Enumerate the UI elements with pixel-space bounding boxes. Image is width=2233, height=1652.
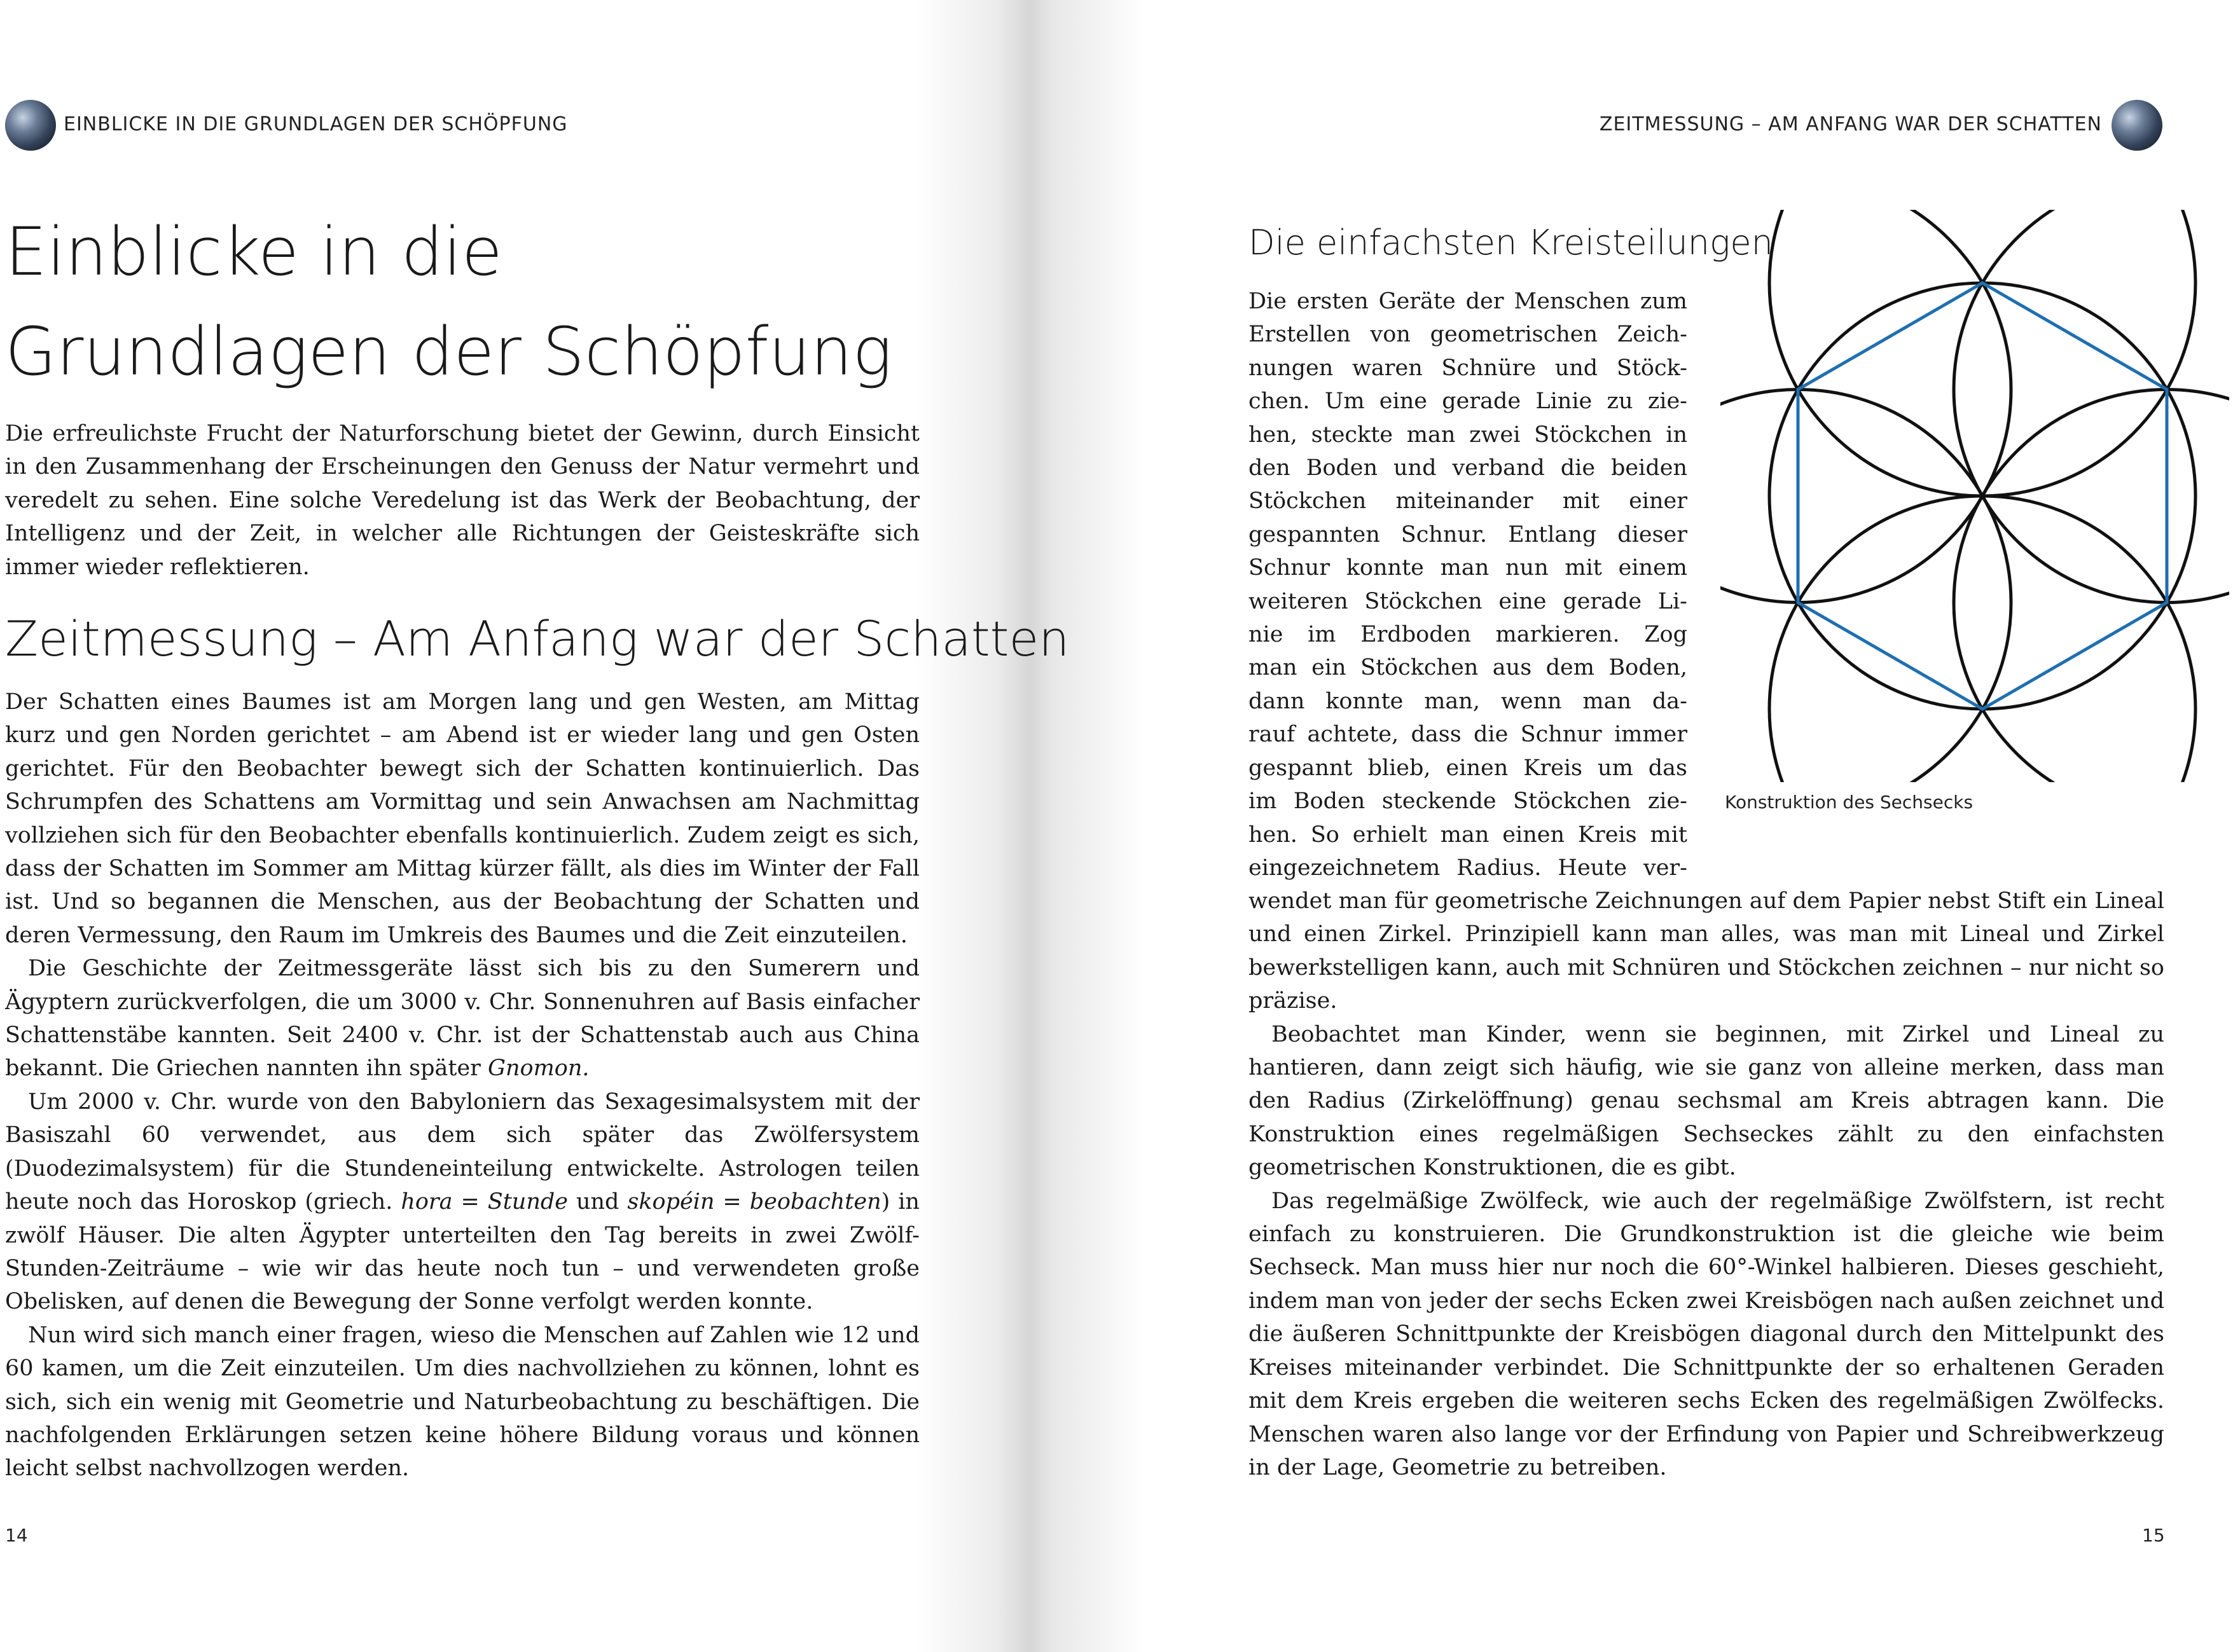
text-line: chen. Um eine gerade Linie zu zie- xyxy=(1248,389,1687,415)
text-line: Erstellen von geometrischen Zeich- xyxy=(1248,322,1687,348)
construction-arc-bottom-left xyxy=(1720,390,2011,783)
text-line: gespannten Schnur. Entlang dieser xyxy=(1248,521,1687,547)
body-paragraph-3-text-a: Um 2000 v. Chr. wurde von den Babyloniern das Sexagesimalsystem mit der Basiszahl 60 verwendet, aus dem sich später das Zwölfersystem (Duodezimalsystem) für die Stundeneinteilung entwickelte. Astrologen teilen heute noch das Horoskop (griech. xyxy=(5,1089,920,1215)
right-running-head: ZEITMESSUNG – AM ANFANG WAR DER SCHATTEN xyxy=(1599,113,2102,135)
section-heading-kreisteilungen: Die einfachsten Kreisteilungen xyxy=(1248,223,1773,263)
right-paragraph-1-rest: wendet man für geometrische Zeichnungen auf dem Papier nebst Stift ein Lineal und einen Zirkel. Prinzipiell kann man alles, was man mit Lineal und Zirkel bewerkstelligen kann, auch mit Schnüren und Stöckchen zeichnen – nur nicht so präzise. xyxy=(1248,888,2164,1014)
figure-caption: Konstruktion des Sechsecks xyxy=(1725,792,1974,813)
body-paragraph-2-text: Die Geschichte der Zeitmessgeräte lässt sich bis zu den Sumerern und Ägyptern zurückverfolgen, die um 3000 v. Chr. Sonnenuhren auf Basis einfacher Schattenstäbe kannten. Seit 2400 v. Chr. ist der Schattenstab auch aus China bekannt. Die Griechen nannten ihn später xyxy=(5,956,920,1082)
text-line: gespannt blieb, einen Kreis um das xyxy=(1248,755,1687,781)
text-line: hen, steckte man zwei Stöckchen in xyxy=(1248,422,1687,448)
intro-text: Die erfreulichste Frucht der Naturforschung bietet der Gewinn, durch Einsicht in den Zusammenhang der Erscheinungen den Genuss der Natur vermehrt und veredelt zu sehen. Eine solche Veredelung ist das Werk der Beobachtung, der Intelligenz und der Zeit, in welcher alle Richtungen der Geisteskräfte sich immer wieder reflektieren. xyxy=(5,421,920,580)
construction-arc-top-left xyxy=(1720,210,2011,603)
right-page-number: 15 xyxy=(2142,1525,2165,1546)
section-heading-zeitmessung: Zeitmessung – Am Anfang war der Schatten xyxy=(5,610,1070,667)
hora-term: hora = Stunde xyxy=(401,1189,568,1215)
und-word: und xyxy=(576,1189,619,1215)
right-paragraph-1-lines xyxy=(1248,285,1687,885)
text-line: nie im Erdboden markieren. Zog xyxy=(1248,622,1687,648)
right-paragraph-2: Beobachtet man Kinder, wenn sie beginnen, mit Zirkel und Lineal zu hantieren, dann zeigt sich häufig, wie sie ganz von alleine merken, dass man den Radius (Zirkelöffnung) genau sechsmal am Kreis abtragen kann. Die Konstruktion eines regelmäßigen Sechseckes zählt zu den einfachsten geometrischen Konstruktionen, die es gibt. xyxy=(1248,1021,2164,1181)
body-paragraph-3-text-b: ) in zwölf Häuser. Die alten Ägypter unterteilten den Tag bereits in zwei Zwölf-Stunden-Zeiträume – wie wir das heute noch tun – und verwendeten große Obelisken, auf denen die Bewegung der Sonne verfolgt werden konnte. xyxy=(5,1189,920,1315)
construction-arc-bottom xyxy=(1769,496,2195,782)
left-page-number: 14 xyxy=(5,1525,28,1546)
text-line: eingezeichnetem Radius. Heute ver- xyxy=(1248,855,1687,881)
globe-icon xyxy=(5,100,56,151)
hexagon-construction-figure xyxy=(1720,210,2229,782)
body-paragraph-3 xyxy=(5,1085,920,1319)
text-line: weiteren Stöckchen eine gerade Li- xyxy=(1248,588,1687,614)
text-line: hen. So erhielt man einen Kreis mit xyxy=(1248,822,1687,848)
construction-arc-bottom-right xyxy=(1954,390,2229,783)
page-title: Einblicke in die Grundlagen der Schöpfung xyxy=(5,213,892,390)
skopein-term: skopéin = beobachten xyxy=(627,1189,881,1215)
text-line: Die ersten Geräte der Menschen zum xyxy=(1248,289,1687,314)
text-line: im Boden steckende Stöckchen zie- xyxy=(1248,788,1687,815)
construction-arc-top-right xyxy=(1954,210,2229,603)
gnomon-term: Gnomon. xyxy=(488,1056,590,1082)
book-gutter-shadow xyxy=(916,0,1145,1652)
body-paragraph-4: Nun wird sich manch einer fragen, wieso die Menschen auf Zahlen wie 12 und 60 kamen, um die Zeit einzuteilen. Um dies nachvollziehen zu können, lohnt es sich, sich ein wenig mit Geometrie und Naturbeobachtung zu beschäftigen. Die nachfolgenden Erklärungen setzen keine höhere Bildung voraus und können leicht selbst nachvollzogen werden. xyxy=(5,1322,920,1482)
text-line: Stöckchen miteinander mit einer xyxy=(1248,488,1687,514)
text-line: nungen waren Schnüre und Stöck- xyxy=(1248,355,1687,381)
text-line: den Boden und verband die beiden xyxy=(1248,455,1687,481)
body-paragraph-1: Der Schatten eines Baumes ist am Morgen lang und gen Westen, am Mittag kurz und gen Norden gerichtet – am Abend ist er wieder lang und gen Osten gerichtet. Für den Beobachter bewegt sich der Schatten kontinuierlich. Das Schrumpfen des Schattens am Vormittag und sein Anwachsen am Nachmittag vollziehen sich für den Beobachter ebenfalls kontinuierlich. Zudem zeigt es sich, dass der Schatten im Sommer am Mittag kürzer fällt, als dies im Winter der Fall ist. Und so begannen die Menschen, aus der Beobachtung der Schatten und deren Vermessung, den Raum im Umkreis des Baumes und die Zeit einzuteilen. xyxy=(5,689,920,948)
right-narrow-column xyxy=(1248,285,1687,885)
intro-paragraph xyxy=(5,417,920,584)
body-paragraph-2 xyxy=(5,952,920,1085)
left-running-head: EINBLICKE IN DIE GRUNDLAGEN DER SCHÖPFUNG xyxy=(64,113,568,135)
construction-arc-top xyxy=(1769,210,2195,496)
text-line: Schnur konnte man nun mit einem xyxy=(1248,555,1687,581)
text-line: man ein Stöckchen aus dem Boden, xyxy=(1248,655,1687,681)
globe-icon xyxy=(2112,100,2162,151)
left-body-text xyxy=(5,685,920,1485)
text-line: dann konnte man, wenn man da- xyxy=(1248,688,1687,714)
text-line: rauf achtete, dass die Schnur immer xyxy=(1248,722,1687,748)
right-paragraph-3: Das regelmäßige Zwölfeck, wie auch der regelmäßige Zwölfstern, ist recht einfach zu konstruieren. Die Grundkonstruktion ist die gleiche wie beim Sechseck. Man muss hier nur noch die 60°-Winkel halbieren. Dieses geschieht, indem man von jeder der sechs Ecken zwei Kreisbögen nach außen zeichnet und die äußeren Schnittpunkte der Kreisbögen diagonal durch den Mittelpunkt des Kreises miteinander verbindet. Die Schnittpunkte der so erhaltenen Geraden mit dem Kreis ergeben die weiteren sechs Ecken des regelmäßigen Zwölfecks. Menschen waren also lange vor der Erfindung von Papier und Schreibwerkzeug in der Lage, Geometrie zu betreiben. xyxy=(1248,1188,2164,1480)
right-body-text xyxy=(1248,885,2164,1484)
